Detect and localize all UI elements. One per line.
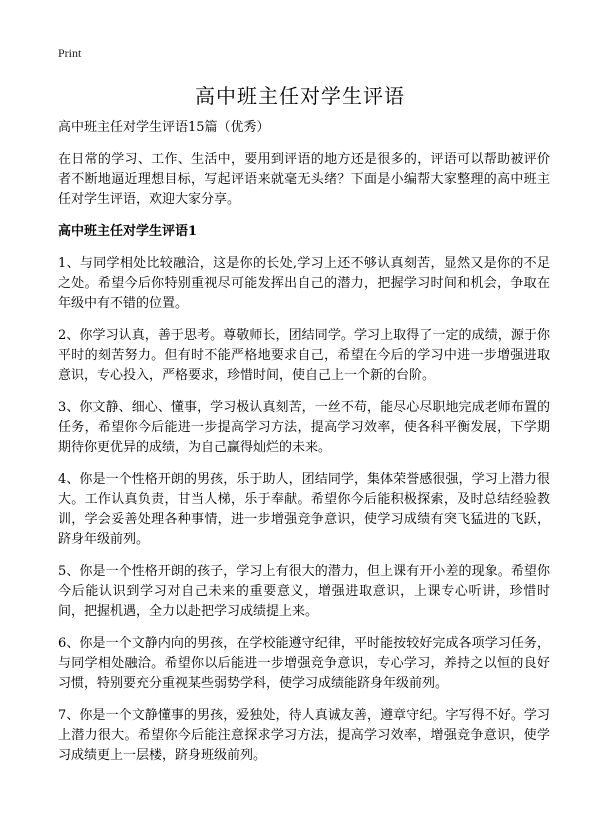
intro-paragraph: 在日常的学习、工作、生活中，要用到评语的地方还是很多的，评语可以帮助被评价者不断地逼近理想目标，写起评语来就毫无头绪？下面是小编帮大家整理的高中班主任对学生评语，欢迎大家分享。 xyxy=(58,152,550,207)
comment-paragraph-6: 6、你是一个文静内向的男孩，在学校能遵守纪律，平时能按较好完成各项学习任务，与同学相处融洽。希望你以后能进一步增强竞争意识，专心学习，养持之以恒的良好习惯，特别要充分重视某些弱势学科，使学习成绩能跻身年级前列。 xyxy=(58,636,550,691)
document-subtitle: 高中班主任对学生评语15篇（优秀） xyxy=(58,120,270,135)
print-link[interactable]: Print xyxy=(58,46,82,60)
comment-paragraph-3: 3、你文静、细心、懂事，学习极认真刻苦，一丝不苟，能尽心尽职地完成老师布置的任务，希望你今后能进一步提高学习方法，提高学习效率，使各科平衡发展，下学期期待你更优异的成绩，为自己赢得灿烂的未来。 xyxy=(58,400,550,455)
comment-paragraph-4: 4、你是一个性格开朗的男孩，乐于助人，团结同学，集体荣誉感很强，学习上潜力很大。工作认真负责，甘当人梯，乐于奉献。希望你今后能积极探索，及时总结经验教训，学会妥善处理各种事情，进一步增强竞争意识，使学习成绩有突飞猛进的飞跃，跻身年级前列。 xyxy=(58,472,550,547)
comment-paragraph-2: 2、你学习认真，善于思考。尊敬师长，团结同学。学习上取得了一定的成绩，源于你平时的刻苦努力。但有时不能严格地要求自己，希望在今后的学习中进一步增强进取意识，专心投入，严格要求，珍惜时间，使自己上一个新的台阶。 xyxy=(58,328,550,383)
document-body xyxy=(58,118,550,778)
comment-paragraph-1: 1、与同学相处比较融洽，这是你的长处,学习上还不够认真刻苦，显然又是你的不足之处。希望今后你特别重视尽可能发挥出自己的潜力，把握学习时间和机会，争取在年级中有不错的位置。 xyxy=(58,256,550,311)
comment-paragraph-7: 7、你是一个文静懂事的男孩，爱独处，待人真诚友善，遵章守纪。字写得不好。学习上潜力很大。希望你今后能注意探求学习方法，提高学习效率，增强竞争意识，使学习成绩更上一层楼，跻身班级前列。 xyxy=(58,708,550,763)
section-heading: 高中班主任对学生评语1 xyxy=(58,224,198,239)
comment-paragraph-5: 5、你是一个性格开朗的孩子，学习上有很大的潜力，但上课有开小差的现象。希望你今后能认识到学习对自己未来的重要意义，增强进取意识，上课专心听讲，珍惜时间，把握机遇，全力以赴把学习成绩提上来。 xyxy=(58,564,550,619)
document-title: 高中班主任对学生评语 xyxy=(195,84,405,108)
